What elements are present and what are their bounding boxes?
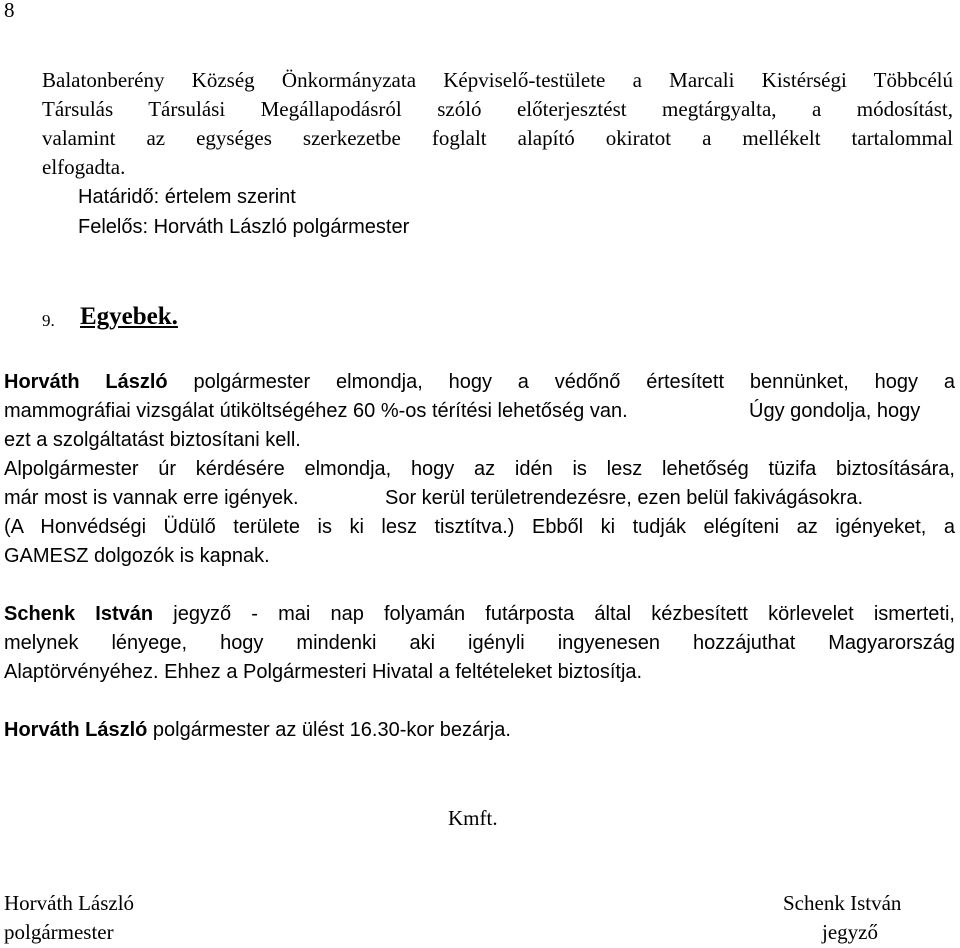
para1-line-5b: Sor kerül területrendezésre, ezen belül fakivágásokra. [385, 487, 864, 509]
left-signatory-name: Horváth László [4, 891, 135, 915]
para1-line-5a: már most is vannak erre igények. [4, 487, 299, 509]
para1-line-2: mammográfiai vizsgálat útiköltségéhez 60 %-os térítési lehetőség van. [4, 400, 628, 422]
speaker-name: Schenk István [4, 603, 154, 625]
para2-line-1 [4, 603, 955, 626]
page-number: 8 [4, 0, 15, 22]
deadline-text: Határidő: értelem szerint [78, 186, 296, 208]
right-signatory-name: Schenk István [783, 891, 902, 915]
section-number: 9. [42, 311, 55, 330]
para2-line-1-text: jegyző - mai nap folyamán futárposta által kézbesített körlevelet ismerteti, [173, 603, 955, 625]
para1-line-1-text: polgármester elmondja, hogy a védőnő értesített bennünket, hogy a [193, 371, 955, 393]
speaker-name: Horváth László [4, 719, 148, 741]
intro-line-2: Társulás Társulási Megállapodásról szóló előterjesztést megtárgyalta, a módosítást, [42, 97, 953, 121]
para1-line-1 [4, 371, 955, 394]
para1-line-6: (A Honvédségi Üdülő területe is ki lesz tisztítva.) Ebből ki tudják elégíteni az igényeket, a [4, 516, 955, 538]
closing-paragraph [4, 719, 511, 742]
para1-line-7: GAMESZ dolgozók is kapnak. [4, 545, 270, 567]
para1-line-4: Alpolgármester úr kérdésére elmondja, hogy az idén is lesz lehetőség tüzifa biztosítására, [4, 458, 955, 480]
kmft-text: Kmft. [448, 806, 498, 830]
left-signatory-title: polgármester [4, 920, 114, 944]
intro-line-1: Balatonberény Község Önkormányzata Képviselő-testülete a Marcali Kistérségi Többcélú [42, 68, 953, 92]
intro-line-4: elfogadta. [42, 155, 126, 179]
right-signatory-title: jegyző [822, 920, 878, 944]
speaker-name: Horváth László [4, 371, 168, 393]
closing-paragraph-text: polgármester az ülést 16.30-kor bezárja. [152, 719, 511, 741]
section-title: Egyebek. [80, 303, 178, 330]
para2-line-3: Alaptörvényéhez. Ehhez a Polgármesteri Hivatal a feltételeket biztosítja. [4, 661, 643, 683]
intro-line-3: valamint az egységes szerkezetbe foglalt alapító okiratot a mellékelt tartalommal [42, 126, 953, 150]
para1-line-2-tail: Úgy gondolja, hogy [749, 400, 921, 422]
para2-line-2: melynek lényege, hogy mindenki aki igényli ingyenesen hozzájuthat Magyarország [4, 632, 955, 654]
responsible-text: Felelős: Horváth László polgármester [78, 216, 410, 238]
para1-line-3: ezt a szolgáltatást biztosítani kell. [4, 429, 301, 451]
